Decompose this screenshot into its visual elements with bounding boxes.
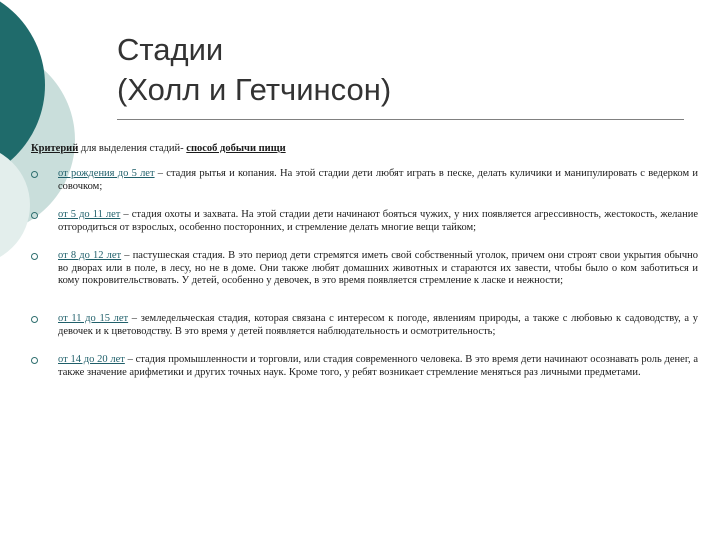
stage-age: от 14 до 20 лет: [58, 354, 125, 365]
bullet-icon: [31, 253, 38, 260]
stage-text: – стадия рытья и копания. На этой стадии дети любят играть в песке, делать куличики и манипулировать с ведерком и совочком;: [58, 168, 698, 192]
bullet-icon: [31, 357, 38, 364]
stage-age: от рождения до 5 лет: [58, 168, 155, 179]
stage-item: [58, 250, 698, 288]
criterion-method: способ добычи пищи: [186, 143, 286, 154]
stage-age: от 11 до 15 лет: [58, 313, 129, 324]
stage-age: от 8 до 12 лет: [58, 250, 122, 261]
stage-text: – стадия охоты и захвата. На этой стадии дети начинают бояться чужих, у них появляется агрессивность, жестокость, желание отгородиться от взрослых, особенно посторонних, и стремление делать многие вещи тайком;: [58, 209, 698, 233]
bullet-icon: [31, 316, 38, 323]
criterion-line: [31, 142, 286, 155]
title-line-2: (Холл и Гетчинсон): [117, 72, 392, 107]
title-divider: [117, 119, 684, 120]
criterion-text: для выделения стадий-: [78, 143, 187, 154]
criterion-label: Критерий: [31, 143, 79, 154]
stage-text: – пастушеская стадия. В это период дети стремятся иметь свой собственный уголок, причем они строят свои укрытия обычно во дворах или в поле, в лесу, но не в доме. Они также любят домашних животных и стараются их завести, чтобы было о ком заботиться и кому покровительствовать. У детей, особенно у девочек, в это время появляется стремление к ласке и нежности;: [58, 250, 698, 287]
stage-text: – земледельческая стадия, которая связана с интересом к погоде, явлениям природы, а также с любовью к садоводству, а у девочек и к цветоводству. В это время у детей появляется наблюдательность и осмотрительность;: [58, 313, 698, 337]
bullet-icon: [31, 171, 38, 178]
stage-item: [58, 209, 698, 234]
title-line-1: Стадии: [117, 32, 224, 67]
stage-item: [58, 313, 698, 338]
page-title: [117, 30, 391, 110]
bullet-icon: [31, 212, 38, 219]
stage-item: [58, 168, 698, 193]
stage-age: от 5 до 11 лет: [58, 209, 121, 220]
stage-item: [58, 354, 698, 379]
stage-text: – стадия промышленности и торговли, или стадия современного человека. В это время дети начинают осознавать роль денег, а также значение арифметики и других точных наук. Кроме того, у ребят возникает стремление меняться раз личными предметами.: [58, 354, 698, 378]
